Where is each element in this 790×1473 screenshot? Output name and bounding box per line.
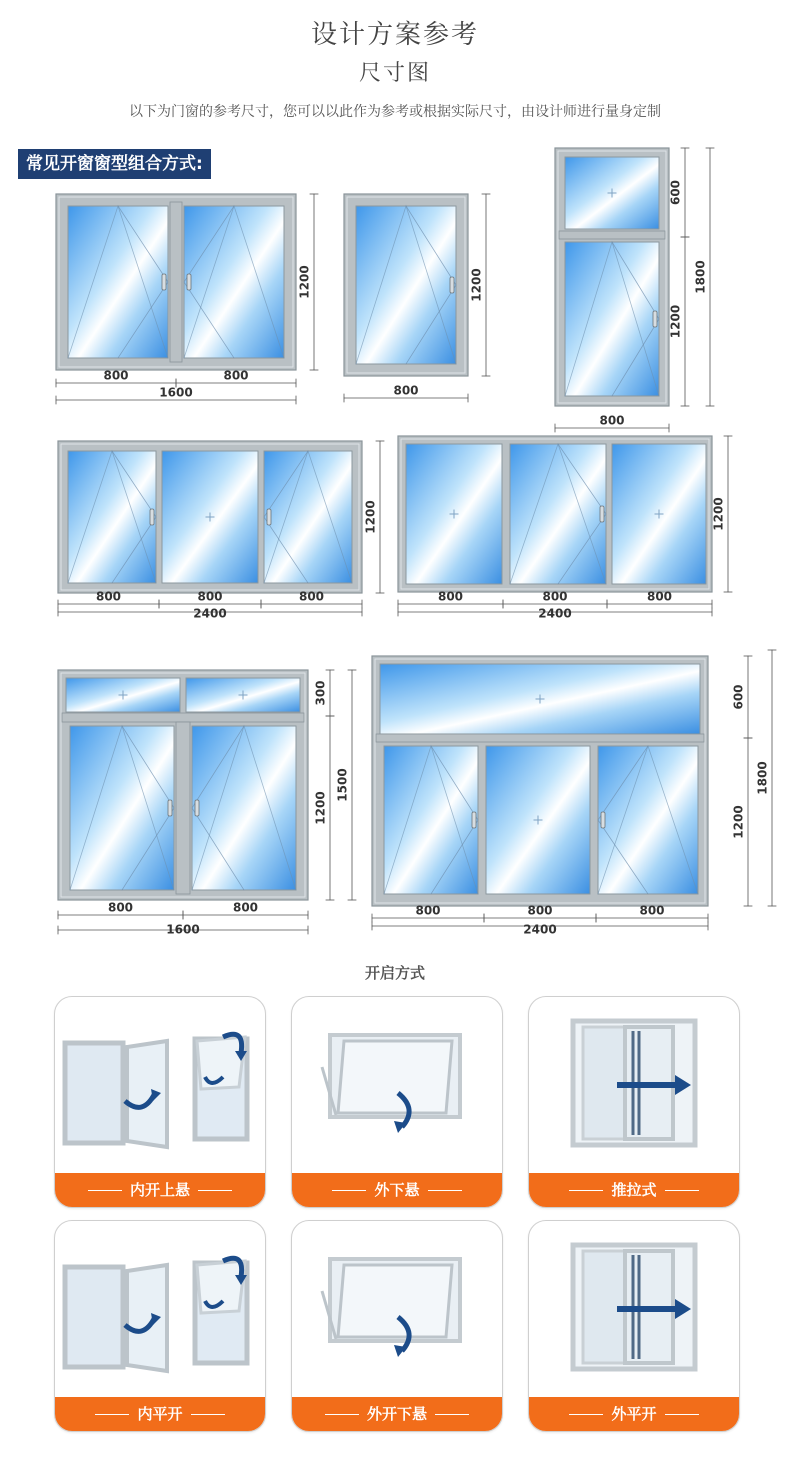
dimension-label: 1200 bbox=[313, 791, 328, 825]
glass-pane bbox=[565, 242, 659, 396]
dimension-label: 1500 bbox=[335, 768, 350, 802]
transom-bar bbox=[376, 734, 704, 742]
dimension-label: 800 bbox=[103, 368, 129, 383]
dimension-label: 800 bbox=[437, 589, 464, 604]
opening-card-inward-top-hung bbox=[54, 996, 266, 1208]
dimension-label: 600 bbox=[668, 179, 683, 206]
dimension-label: 1200 bbox=[363, 500, 378, 534]
handle-icon bbox=[195, 800, 199, 816]
glass-pane bbox=[68, 206, 168, 358]
sliding-window-icon bbox=[529, 997, 739, 1173]
handle-icon bbox=[601, 812, 605, 828]
handle-icon bbox=[600, 506, 604, 522]
dimension-label: 800 bbox=[223, 368, 249, 383]
dimension-label: 2400 bbox=[523, 922, 557, 937]
dimension-label: 600 bbox=[731, 684, 746, 710]
dimension-label: 300 bbox=[313, 680, 328, 706]
opening-card-sliding bbox=[528, 996, 740, 1208]
dimension-label: 800 bbox=[107, 900, 134, 915]
opening-card-outward-bottom-hung-2 bbox=[291, 1220, 503, 1432]
dimension-label: 800 bbox=[197, 589, 223, 604]
transom-bar bbox=[559, 231, 665, 239]
page-title: 设计方案参考 bbox=[310, 20, 479, 50]
transom-bar bbox=[62, 713, 304, 722]
opening-caption: 外平开 bbox=[529, 1397, 739, 1431]
dimension-label: 1800 bbox=[693, 260, 708, 294]
mullion bbox=[170, 202, 182, 362]
outward-bottom-hung-window-icon bbox=[292, 1221, 502, 1397]
dimension-label: 800 bbox=[393, 383, 419, 398]
opening-card-outward-bottom-hung bbox=[291, 996, 503, 1208]
glass-pane bbox=[184, 206, 284, 358]
glass-pane bbox=[264, 451, 352, 583]
page-subtitle: 尺寸图 bbox=[358, 61, 431, 86]
section-label: 常见开窗窗型组合方式: bbox=[18, 149, 211, 179]
opening-card-outward-casement bbox=[528, 1220, 740, 1432]
glass-pane bbox=[192, 726, 296, 890]
dimension-label: 1800 bbox=[755, 761, 770, 795]
opening-methods-title: 开启方式 bbox=[364, 964, 425, 982]
handle-icon bbox=[150, 509, 154, 525]
page-description: 以下为门窗的参考尺寸，您可以以此作为参考或根据实际尺寸，由设计师进行量身定制 bbox=[129, 104, 661, 120]
dimension-label: 1200 bbox=[711, 497, 726, 531]
handle-icon bbox=[472, 812, 476, 828]
handle-icon bbox=[267, 509, 271, 525]
dimension-label: 800 bbox=[527, 903, 553, 918]
opening-card-inward-casement bbox=[54, 1220, 266, 1432]
opening-caption: 外下悬 bbox=[292, 1173, 502, 1207]
dimension-label: 800 bbox=[646, 589, 673, 604]
glass-pane bbox=[68, 451, 156, 583]
opening-caption: 内开上悬 bbox=[55, 1173, 265, 1207]
outward-casement-window-icon bbox=[529, 1221, 739, 1397]
outward-bottom-hung-window-icon bbox=[292, 997, 502, 1173]
glass-pane bbox=[510, 444, 606, 584]
inward-casement-window-icon bbox=[55, 1221, 265, 1397]
glass-pane bbox=[70, 726, 174, 890]
opening-caption: 内平开 bbox=[55, 1397, 265, 1431]
dimension-label: 800 bbox=[415, 903, 441, 918]
dimension-label: 1600 bbox=[159, 385, 193, 400]
handle-icon bbox=[450, 277, 454, 293]
dimension-label: 1200 bbox=[297, 265, 312, 299]
dimension-label: 1200 bbox=[731, 805, 746, 839]
dimension-label: 800 bbox=[542, 589, 568, 604]
dimension-label: 800 bbox=[232, 900, 259, 915]
handle-icon bbox=[187, 274, 191, 290]
handle-icon bbox=[162, 274, 166, 290]
opening-caption: 外开下悬 bbox=[292, 1397, 502, 1431]
inward-top-hung-window-icon bbox=[55, 997, 265, 1173]
dimension-label: 1200 bbox=[668, 304, 683, 339]
dimension-label: 800 bbox=[599, 413, 625, 428]
glass-pane bbox=[598, 746, 698, 894]
dimension-label: 1600 bbox=[166, 922, 200, 937]
handle-icon bbox=[168, 800, 172, 816]
opening-caption: 推拉式 bbox=[529, 1173, 739, 1207]
dimension-label: 2400 bbox=[193, 606, 227, 621]
dimension-label: 2400 bbox=[538, 606, 572, 621]
glass-pane bbox=[384, 746, 478, 894]
mullion bbox=[176, 722, 190, 894]
dimension-label: 800 bbox=[639, 903, 665, 918]
dimension-label: 800 bbox=[95, 589, 122, 604]
handle-icon bbox=[653, 311, 657, 327]
dimension-label: 800 bbox=[298, 589, 325, 604]
glass-pane bbox=[356, 206, 456, 364]
dimension-label: 1200 bbox=[469, 268, 484, 302]
